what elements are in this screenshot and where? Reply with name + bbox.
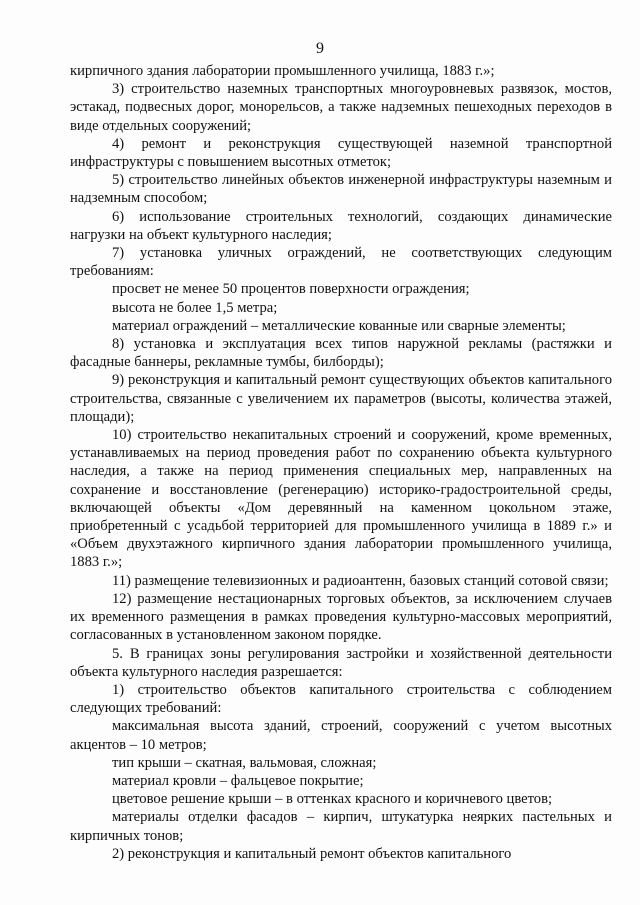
paragraph: 3) строительство наземных транспортных многоуровневых развязок, мостов, эстакад, подвесных дорог, монорельсов, а также надземных пешеходных переходов в виде отдельных сооружений;	[70, 81, 612, 134]
paragraph: кирпичного здания лаборатории промышленного училища, 1883 г.»;	[70, 63, 495, 79]
paragraph: максимальная высота зданий, строений, сооружений с учетом высотных акцентов – 10 метров;	[70, 718, 612, 753]
paragraph: 6) использование строительных технологий, создающих динамические нагрузки на объект культурного наследия;	[70, 208, 612, 243]
page-number: 9	[316, 40, 324, 57]
paragraph: материал ограждений – металлические кованные или сварные элементы;	[112, 317, 566, 334]
document-body	[70, 62, 612, 863]
paragraph: материалы отделки фасадов – кирпич, штукатурка неярких пастельных и кирпичных тонов;	[70, 809, 612, 844]
paragraph: цветовое решение крыши – в оттенках красного и коричневого цветов;	[112, 791, 553, 808]
paragraph: 5) строительство линейных объектов инженерной инфраструктуры наземным и надземным способом;	[70, 172, 612, 207]
paragraph: 2) реконструкция и капитальный ремонт объектов капитального	[112, 845, 512, 862]
paragraph: материал кровли – фальцевое покрытие;	[112, 772, 364, 789]
paragraph: 4) ремонт и реконструкция существующей наземной транспортной инфраструктуры с повышением высотных отметок;	[70, 135, 612, 171]
paragraph: высота не более 1,5 метра;	[112, 299, 278, 316]
paragraph: 9) реконструкция и капитальный ремонт существующих объектов капитального строительства, связанные с увеличением их параметров (высоты, количества этажей, площади);	[70, 372, 612, 425]
paragraph: 11) размещение телевизионных и радиоантенн, базовых станций сотовой связи;	[112, 572, 609, 589]
paragraph: 8) установка и эксплуатация всех типов наружной рекламы (растяжки и фасадные баннеры, рекламные тумбы, билборды);	[70, 336, 612, 371]
paragraph: тип крыши – скатная, вальмовая, сложная;	[112, 754, 377, 771]
paragraph: 12) размещение нестационарных торговых объектов, за исключением случаев их временного размещения в рамках проведения культурно-массовых мероприятий, согласованных в установленном законом порядке.	[70, 590, 612, 644]
paragraph: 1) строительство объектов капитального строительства с соблюдением следующих требований:	[70, 681, 612, 717]
paragraph: 10) строительство некапитальных строений и сооружений, кроме временных, устанавливаемых на период проведения работ по сохранению объекта культурного наследия, а также на период применения специальных мер, направленных на сохранение и восстановление (регенерацию) историко-градостроительной среды, включающей объекты «Дом деревянный на каменном цокольном этаже, приобретенный с усадьбой территорией для промышленного училища в 1889 г.» и «Объем двухэтажного кирпичного здания лаборатории промышленного училища, 1883 г.»;	[70, 427, 612, 571]
paragraph: 5. В границах зоны регулирования застройки и хозяйственной деятельности объекта культурного наследия разрешается:	[70, 645, 612, 680]
paragraph: 7) установка уличных ограждений, не соответствующих следующим требованиям:	[70, 245, 612, 280]
paragraph: просвет не менее 50 процентов поверхности ограждения;	[112, 281, 470, 298]
